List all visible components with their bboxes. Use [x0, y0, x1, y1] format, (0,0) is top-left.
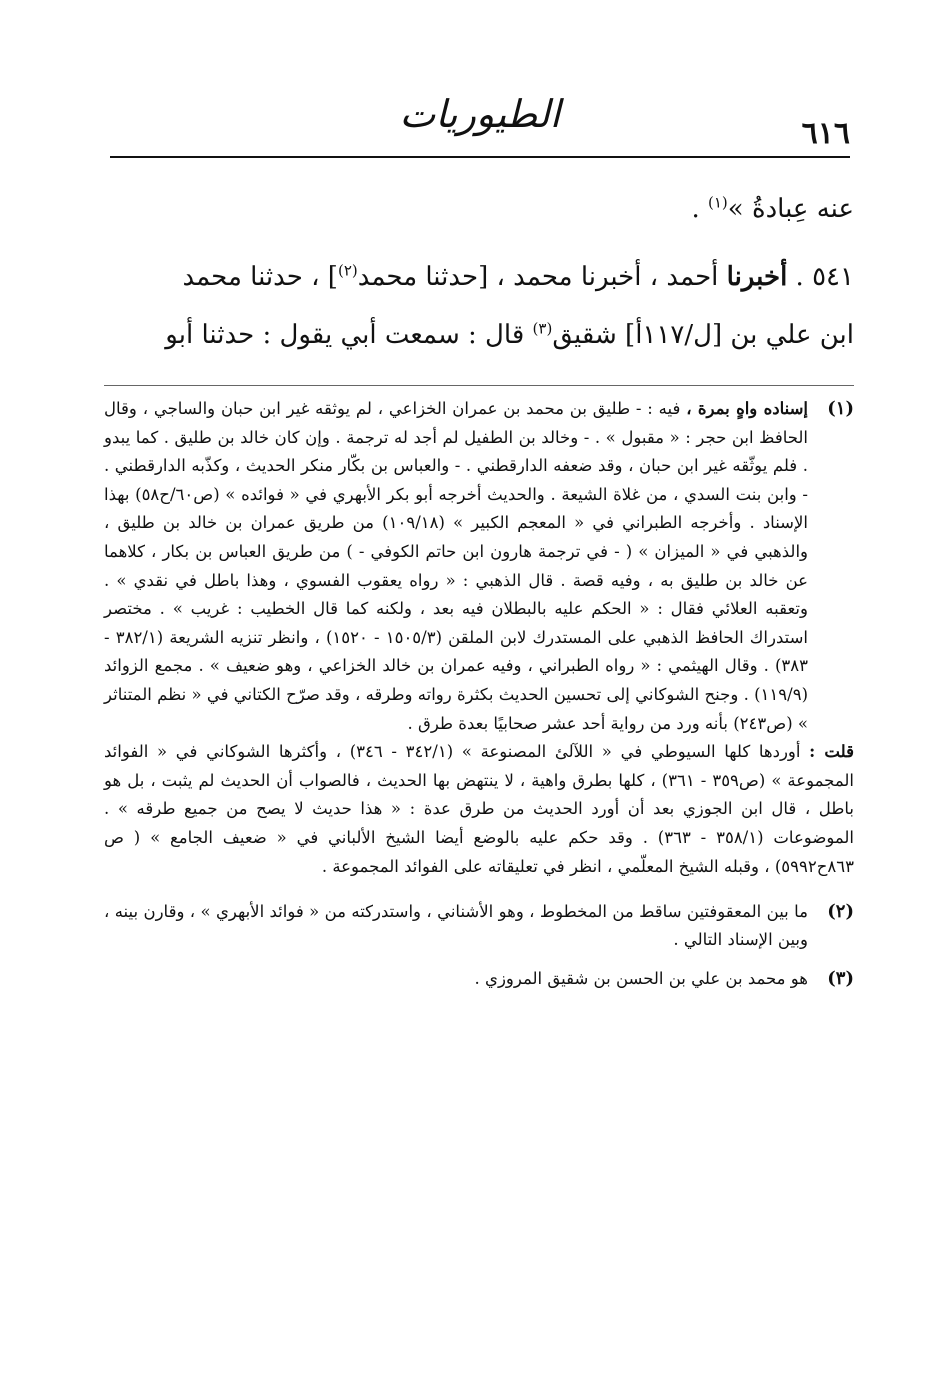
footnote-2 [104, 898, 854, 955]
page-header [110, 92, 850, 158]
hadith-line-2-end: قال : سمعت أبي يقول : حدثنا أبو [165, 320, 533, 350]
book-title: الطيوريات [399, 92, 561, 136]
footnote-1-text: فيه : - طليق بن محمد بن عمران الخزاعي ، لم يوثقه غير ابن حبان والساجي ، وقال الحافظ ابن حجر : « مقبول » . - وخالد بن الطفيل لم أجد له ترجمة . وإن كان خالد بن طليق . كما يبدو . فلم يوثّقه غير ابن حبان ، وقد ضعفه الدارقطني . - والعباس بن بكّار منكر الحديث ، وكذّبه الدارقطني . - وابن بنت السدي ، من غلاة الشيعة . والحديث أخرجه أبو بكر الأبهري في « فوائده » (ص٦٠/ح٥٨) بهذا الإسناد . وأخرجه الطبراني في « المعجم الكبير » (١٠٩/١٨) من طريق عمران بن خالد بن طليق ، والذهبي في « الميزان » ( - في ترجمة هارون ابن حاتم الكوفي - ) من طريق العباس بن بكار ، كلاهما عن خالد بن طليق به ، وفيه قصة . قال الذهبي : « رواه يعقوب الفسوي ، وهذا باطل في نقدي » . وتعقبه العلائي فقال : « الحكم عليه بالبطلان فيه بعد ، ولكنه كما قال الخطيب : غريب » . مختصر استدراك الحافظ الذهبي على المستدرك لابن الملقن (١٥٠٥/٣ - ١٥٢٠) ، وانظر تنزيه الشريعة (٣٨٢/١ - ٣٨٣) . وقال الهيثمي : « رواه الطبراني ، وفيه عمران بن خالد الخزاعي ، وهو ضعيف » . مجمع الزوائد (١١٩/٩) . وجنح الشوكاني إلى تحسين الحديث بكثرة رواته وطرقه ، وقد صرّح الكتاني في « نظم المتناثر » (ص٢٤٣) بأنه ورد من رواية أحد عشر صحابيًا بعدة طرق . [104, 399, 808, 733]
footnote-divider [104, 385, 854, 386]
footnote-2-body: ما بين المعقوفتين ساقط من المخطوط ، وهو الأشناني ، واستدركته من « فوائد الأبهري » ، وقارن بينه ، وبين الإسناد التالي . [104, 901, 808, 950]
main-line-0 [104, 172, 854, 238]
footnote-2-number: (٢) [827, 900, 854, 922]
footnote-1-lead: إسناده واهٍ بمرة ، [686, 399, 808, 418]
footnote-1-paragraph [104, 395, 808, 738]
footnotes [104, 395, 854, 993]
qult-text: أوردها كلها السيوطي في « اللآلئ المصنوعة » (٣٤٢/١ - ٣٤٦) ، وأكثرها الشوكاني في « الفوائد المجموعة » (ص٣٥٩ - ٣٦١) ، كلها بطرق واهية ، لا ينتهض بها الحديث ، فالصواب أن الحديث لم يثبت ، بل هو باطل ، قال ابن الجوزي بعد أن أورد الحديث من طرق عدة : « هذا حديث لا يصح من جميع طرقه » . الموضوعات (٣٥٨/١ - ٣٦٣) . وقد حكم عليه بالوضع أيضا الشيخ الألباني في « ضعيف الجامع » ( ص ٨٦٣ح٥٩٩٢) ، وقبله الشيخ المعلّمي ، انظر في تعليقاته على الفوائد المجموعة . [104, 742, 855, 876]
hadith-line-1: أحمد ، أخبرنا محمد ، [حدثنا محمد [357, 262, 727, 292]
page-number: ٦١٦ [801, 116, 850, 151]
footnote-ref-2: (٢) [337, 261, 358, 280]
akhbarana-word: أخبرنا [726, 262, 788, 292]
hadith-paragraph [104, 248, 854, 364]
footnote-1 [104, 395, 854, 738]
qult-lead: قلت : [809, 742, 854, 762]
hadith-line-1-end: ] ، حدثنا محمد [182, 262, 338, 292]
footnote-1-number: (١) [827, 398, 854, 419]
footnote-1-body [104, 395, 808, 738]
footnote-ref-3: (٣) [532, 319, 553, 338]
footnote-3-body: هو محمد بن علي بن الحسن بن شقيق المروزي . [474, 968, 808, 988]
main-line-0-text: عنه عِبادةُ » [727, 194, 854, 224]
hadith-line-2: ابن علي بن [ل/١١٧أ] شقيق [552, 320, 854, 350]
hadith-number: ٥٤١ . [787, 262, 854, 292]
main-line-0-tail: . [691, 194, 708, 224]
main-text [104, 172, 854, 364]
footnote-1-qult [104, 738, 854, 881]
footnote-3-number: (٣) [827, 967, 854, 989]
footnote-3 [104, 965, 854, 994]
footnote-ref-1: (١) [708, 193, 728, 212]
